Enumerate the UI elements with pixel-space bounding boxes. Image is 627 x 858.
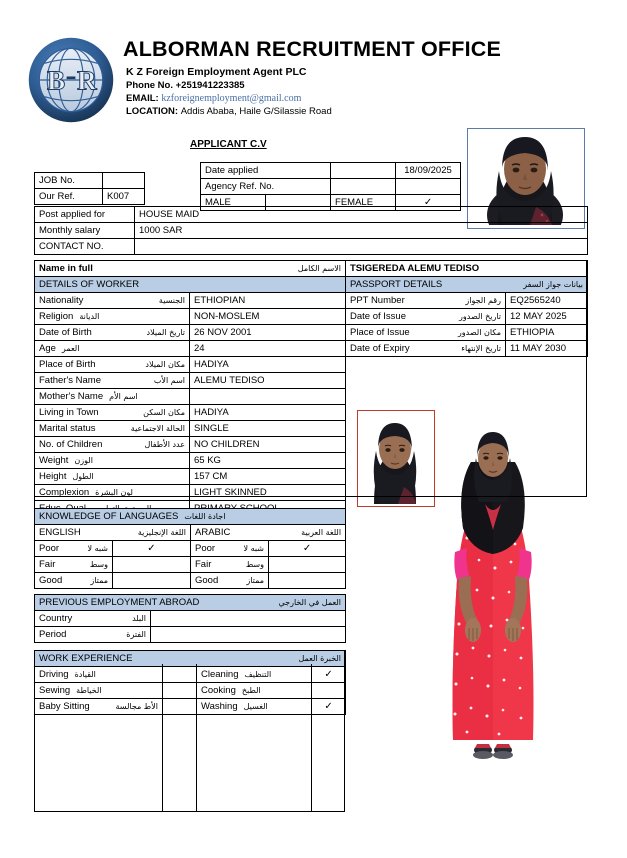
english-language-label	[35, 525, 191, 541]
detail-label-mothers-name	[35, 389, 190, 405]
prev-country-label	[35, 611, 151, 627]
detail-value-place-of-birth[interactable]: HADIYA	[190, 357, 346, 373]
passport-label-date-of-expiry	[346, 341, 506, 357]
our-ref-label: Our Ref.	[35, 189, 103, 205]
post-applied-value[interactable]: HOUSE MAID	[135, 207, 588, 223]
languages-header-en: KNOWLEDGE OF LANGUAGES	[39, 511, 179, 522]
work-label-driving	[35, 667, 163, 683]
table-row	[35, 611, 346, 627]
label-ar: الحالة الاجتماعية	[130, 424, 185, 433]
details-passport-divider	[345, 276, 346, 497]
work-divider-1	[162, 664, 163, 812]
label-en: Date of Birth	[39, 327, 92, 338]
prev-country-value[interactable]	[151, 611, 346, 627]
detail-value-fathers-name[interactable]: ALEMU TEDISO	[190, 373, 346, 389]
label-ar: الخياطة	[76, 686, 102, 695]
work-checkbox-sewing[interactable]	[163, 683, 197, 699]
work-checkbox-cooking[interactable]	[312, 683, 346, 699]
english-level-fair-label	[35, 557, 113, 573]
work-label-washing	[197, 699, 312, 715]
female-label: FEMALE	[331, 195, 396, 211]
table-section-header	[35, 509, 346, 525]
label-ar: اللغة العربية	[301, 528, 342, 537]
table-row	[35, 627, 346, 643]
table-row	[201, 179, 461, 195]
arabic-level-good-label	[191, 573, 269, 589]
work-label-baby-sitting	[35, 699, 163, 715]
label-en: ARABIC	[195, 527, 231, 538]
passport-header-en: PASSPORT DETAILS	[350, 279, 443, 290]
label-en: Father's Name	[39, 375, 102, 386]
label-ar: اللغة الإنجليزية	[137, 528, 186, 537]
company-phone: Phone No. +251941223385	[126, 80, 245, 91]
detail-value-weight[interactable]: 65 KG	[190, 453, 346, 469]
post-applied-label: Post applied for	[35, 207, 135, 223]
table-row	[35, 683, 346, 699]
prev-header-en: PREVIOUS EMPLOYMENT ABROAD	[39, 597, 200, 608]
label-en: Marital status	[39, 423, 96, 434]
details-of-worker-table	[34, 276, 346, 517]
detail-value-no-of-children[interactable]: NO CHILDREN	[190, 437, 346, 453]
label-ar: شبه لا	[87, 544, 108, 553]
email-label: EMAIL:	[126, 93, 159, 104]
label-ar: الأط مجالسة	[115, 702, 158, 711]
languages-header	[35, 509, 346, 525]
table-row	[35, 469, 346, 485]
job-no-value[interactable]	[103, 173, 145, 189]
detail-label-age	[35, 341, 190, 357]
detail-value-date-of-birth[interactable]: 26 NOV 2001	[190, 325, 346, 341]
table-row	[35, 325, 346, 341]
table-row	[35, 405, 346, 421]
detail-value-age[interactable]: 24	[190, 341, 346, 357]
label-ar: لون البشرة	[95, 488, 133, 497]
company-email-row	[126, 93, 301, 104]
detail-value-height[interactable]: 157 CM	[190, 469, 346, 485]
knowledge-of-languages-table	[34, 508, 346, 589]
label-en: Place of Birth	[39, 359, 96, 370]
detail-label-place-of-birth	[35, 357, 190, 373]
contact-no-label: CONTACT NO.	[35, 239, 135, 255]
contact-no-value[interactable]	[135, 239, 588, 255]
table-row	[35, 239, 588, 255]
detail-label-fathers-name	[35, 373, 190, 389]
document-header	[0, 0, 627, 130]
svg-text:B: B	[46, 65, 66, 96]
label-ar: التنظيف	[244, 670, 272, 679]
detail-label-nationality	[35, 293, 190, 309]
work-header-ar: الخبرة العمل	[298, 654, 342, 663]
table-row	[35, 699, 346, 715]
date-applied-blank[interactable]	[331, 163, 396, 179]
page-title: ALBORMAN RECRUITMENT OFFICE	[123, 37, 502, 61]
monthly-salary-label: Monthly salary	[35, 223, 135, 239]
job-posting-table	[34, 206, 588, 255]
label-en: Weight	[39, 455, 69, 466]
female-checkbox[interactable]: ✓	[396, 195, 461, 211]
passport-label-place-of-issue	[346, 325, 506, 341]
arabic-level-good-checkbox[interactable]	[269, 573, 346, 589]
table-row	[35, 525, 346, 541]
detail-label-no-of-children	[35, 437, 190, 453]
work-checkbox-washing[interactable]: ✓	[312, 699, 346, 715]
label-en: Fair	[39, 559, 56, 570]
label-ar: اسم الأب	[153, 376, 185, 385]
table-row	[201, 163, 461, 179]
label-en: PPT Number	[350, 295, 405, 306]
label-en: Cooking	[201, 685, 236, 696]
passport-value-place-of-issue[interactable]: ETHIOPIA	[506, 325, 588, 341]
label-ar: مكان السكن	[143, 408, 185, 417]
label-ar: الوزن	[74, 456, 93, 465]
label-ar: الطبخ	[241, 686, 261, 695]
prev-period-label	[35, 627, 151, 643]
label-en: Country	[39, 613, 73, 624]
label-en: Good	[39, 575, 63, 586]
our-ref-value[interactable]: K007	[103, 189, 145, 205]
work-header-en: WORK EXPERIENCE	[39, 653, 133, 664]
english-level-fair-checkbox[interactable]	[113, 557, 191, 573]
table-section-header	[346, 277, 588, 293]
detail-label-date-of-birth	[35, 325, 190, 341]
label-en: Cleaning	[201, 669, 239, 680]
detail-label-complexion	[35, 485, 190, 501]
previous-employment-header	[35, 595, 346, 611]
company-location-row	[126, 106, 332, 117]
previous-employment-abroad-table	[34, 594, 346, 643]
label-en: Good	[195, 575, 219, 586]
table-row	[35, 573, 346, 589]
work-experience-table	[34, 650, 346, 715]
label-ar: الفترة	[126, 630, 146, 639]
table-row	[35, 309, 346, 325]
table-row	[35, 223, 588, 239]
monthly-salary-value[interactable]: 1000 SAR	[135, 223, 588, 239]
table-row	[35, 357, 346, 373]
detail-value-nationality[interactable]: ETHIOPIAN	[190, 293, 346, 309]
passport-details-table	[345, 276, 588, 357]
english-level-good-label	[35, 573, 113, 589]
table-row	[35, 293, 346, 309]
name-in-full-label	[35, 261, 346, 277]
arabic-language-label	[191, 525, 346, 541]
work-checkbox-cleaning[interactable]: ✓	[312, 667, 346, 683]
passport-header	[346, 277, 588, 293]
job-no-label: JOB No.	[35, 173, 103, 189]
prev-period-value[interactable]	[151, 627, 346, 643]
label-ar: ممتاز	[246, 576, 264, 585]
label-ar: مكان الصدور	[457, 328, 501, 337]
passport-value-date-of-expiry[interactable]: 11 MAY 2030	[506, 341, 588, 357]
table-section-header	[35, 595, 346, 611]
job-reference-table	[34, 172, 145, 205]
passport-header-ar: بيانات جواز السفر	[523, 280, 583, 289]
male-checkbox[interactable]	[266, 195, 331, 211]
name-label-en: Name in full	[39, 263, 93, 274]
table-row	[35, 437, 346, 453]
label-en: ENGLISH	[39, 527, 81, 538]
table-row	[35, 173, 145, 189]
label-ar: الغسيل	[243, 702, 268, 711]
label-ar: تاريخ الميلاد	[146, 328, 185, 337]
label-ar: تاريخ الصدور	[459, 312, 501, 321]
label-en: Baby Sitting	[39, 701, 90, 712]
name-in-full-value[interactable]: TSIGEREDA ALEMU TEDISO	[346, 261, 588, 277]
label-ar: ممتاز	[90, 576, 108, 585]
label-ar: الطول	[72, 472, 94, 481]
portrait-photo-secondary-image	[358, 411, 432, 504]
label-ar: اسم الأم	[109, 392, 138, 401]
table-row	[35, 261, 588, 277]
label-ar: رقم الجواز	[465, 296, 501, 305]
label-en: Poor	[39, 543, 60, 554]
detail-label-marital-status	[35, 421, 190, 437]
location-label: LOCATION:	[126, 106, 179, 117]
work-experience-header	[35, 651, 346, 667]
name-in-full-table	[34, 260, 588, 277]
label-ar: شبه لا	[243, 544, 264, 553]
table-row	[35, 453, 346, 469]
agency-ref-label: Agency Ref. No.	[201, 179, 331, 195]
application-date-table	[200, 162, 461, 211]
table-row	[346, 293, 588, 309]
label-en: Sewing	[39, 685, 71, 696]
table-row	[35, 389, 346, 405]
detail-label-weight	[35, 453, 190, 469]
label-ar: الجنسية	[158, 296, 185, 305]
passport-value-date-of-issue[interactable]: 12 MAY 2025	[506, 309, 588, 325]
date-applied-label: Date applied	[201, 163, 331, 179]
label-en: Complexion	[39, 487, 90, 498]
english-level-poor-checkbox[interactable]: ✓	[113, 541, 191, 557]
arabic-level-fair-checkbox[interactable]	[269, 557, 346, 573]
detail-value-marital-status[interactable]: SINGLE	[190, 421, 346, 437]
detail-value-religion[interactable]: NON-MOSLEM	[190, 309, 346, 325]
label-ar: البلد	[132, 614, 146, 623]
detail-label-living-in-town	[35, 405, 190, 421]
globe-logo-icon	[27, 36, 115, 124]
label-en: Washing	[201, 701, 238, 712]
table-row	[346, 341, 588, 357]
work-label-cleaning	[197, 667, 312, 683]
work-label-cooking	[197, 683, 312, 699]
detail-label-height	[35, 469, 190, 485]
table-row	[35, 341, 346, 357]
arabic-level-fair-label	[191, 557, 269, 573]
label-ar: القيادة	[74, 670, 96, 679]
passport-label-date-of-issue	[346, 309, 506, 325]
label-en: Driving	[39, 669, 69, 680]
label-ar: تاريخ الإنتهاء	[461, 344, 501, 353]
fullbody-photo-image	[437, 410, 549, 785]
detail-value-mothers-name[interactable]	[190, 389, 346, 405]
label-ar: عدد الأطفال	[144, 440, 185, 449]
work-checkbox-baby-sitting[interactable]	[163, 699, 197, 715]
passport-label-ppt-number	[346, 293, 506, 309]
label-en: Fair	[195, 559, 212, 570]
label-en: Poor	[195, 543, 216, 554]
name-label-ar: الاسم الكامل	[297, 264, 341, 273]
label-ar: مكان الميلاد	[145, 360, 185, 369]
agency-ref-value[interactable]	[396, 179, 461, 195]
table-section-header	[35, 277, 346, 293]
date-applied-value[interactable]: 18/09/2025	[396, 163, 461, 179]
male-label: MALE	[201, 195, 266, 211]
detail-value-living-in-town[interactable]: HADIYA	[190, 405, 346, 421]
details-header: DETAILS OF WORKER	[35, 277, 346, 293]
label-ar: وسط	[89, 560, 108, 569]
table-row	[35, 557, 346, 573]
table-row	[35, 373, 346, 389]
detail-value-complexion[interactable]: LIGHT SKINNED	[190, 485, 346, 501]
applicant-cv-heading: APPLICANT C.V	[190, 139, 267, 150]
table-row	[35, 189, 145, 205]
arabic-level-poor-checkbox[interactable]: ✓	[269, 541, 346, 557]
label-en: Place of Issue	[350, 327, 410, 338]
arabic-level-poor-label	[191, 541, 269, 557]
detail-label-religion	[35, 309, 190, 325]
label-en: Mother's Name	[39, 391, 104, 402]
table-row	[346, 325, 588, 341]
passport-value-ppt-number[interactable]: EQ2565240	[506, 293, 588, 309]
label-en: Height	[39, 471, 67, 482]
label-en: Age	[39, 343, 56, 354]
label-en: Living in Town	[39, 407, 99, 418]
label-en: Date of Expiry	[350, 343, 410, 354]
label-ar: الديانة	[79, 312, 100, 321]
english-level-poor-label	[35, 541, 113, 557]
table-section-header	[35, 651, 346, 667]
table-row	[35, 541, 346, 557]
svg-text:R: R	[76, 65, 97, 96]
table-row	[35, 485, 346, 501]
prev-header-ar: العمل في الخارجي	[278, 598, 341, 607]
label-ar: وسط	[245, 560, 264, 569]
table-row	[35, 421, 346, 437]
label-ar: العمر	[61, 344, 80, 353]
work-divider-2	[196, 664, 197, 812]
label-en: Religion	[39, 311, 74, 322]
company-name: K Z Foreign Employment Agent PLC	[126, 66, 307, 78]
email-value[interactable]: kzforeignemployment@gmail.com	[161, 93, 302, 104]
label-en: Nationality	[39, 295, 84, 306]
table-row	[201, 195, 461, 211]
english-level-good-checkbox[interactable]	[113, 573, 191, 589]
label-en: Date of Issue	[350, 311, 406, 322]
label-en: No. of Children	[39, 439, 103, 450]
label-en: Period	[39, 629, 67, 640]
table-row	[35, 667, 346, 683]
languages-header-ar: اجادة اللغات	[184, 512, 226, 521]
applicant-portrait-photo-secondary	[357, 410, 435, 507]
company-logo	[27, 36, 115, 124]
work-label-sewing	[35, 683, 163, 699]
table-row	[346, 309, 588, 325]
work-divider-3	[311, 664, 312, 812]
applicant-fullbody-photo	[437, 410, 549, 785]
agency-ref-blank[interactable]	[331, 179, 396, 195]
location-value: Addis Ababa, Haile G/Silassie Road	[180, 106, 332, 117]
work-checkbox-driving[interactable]	[163, 667, 197, 683]
